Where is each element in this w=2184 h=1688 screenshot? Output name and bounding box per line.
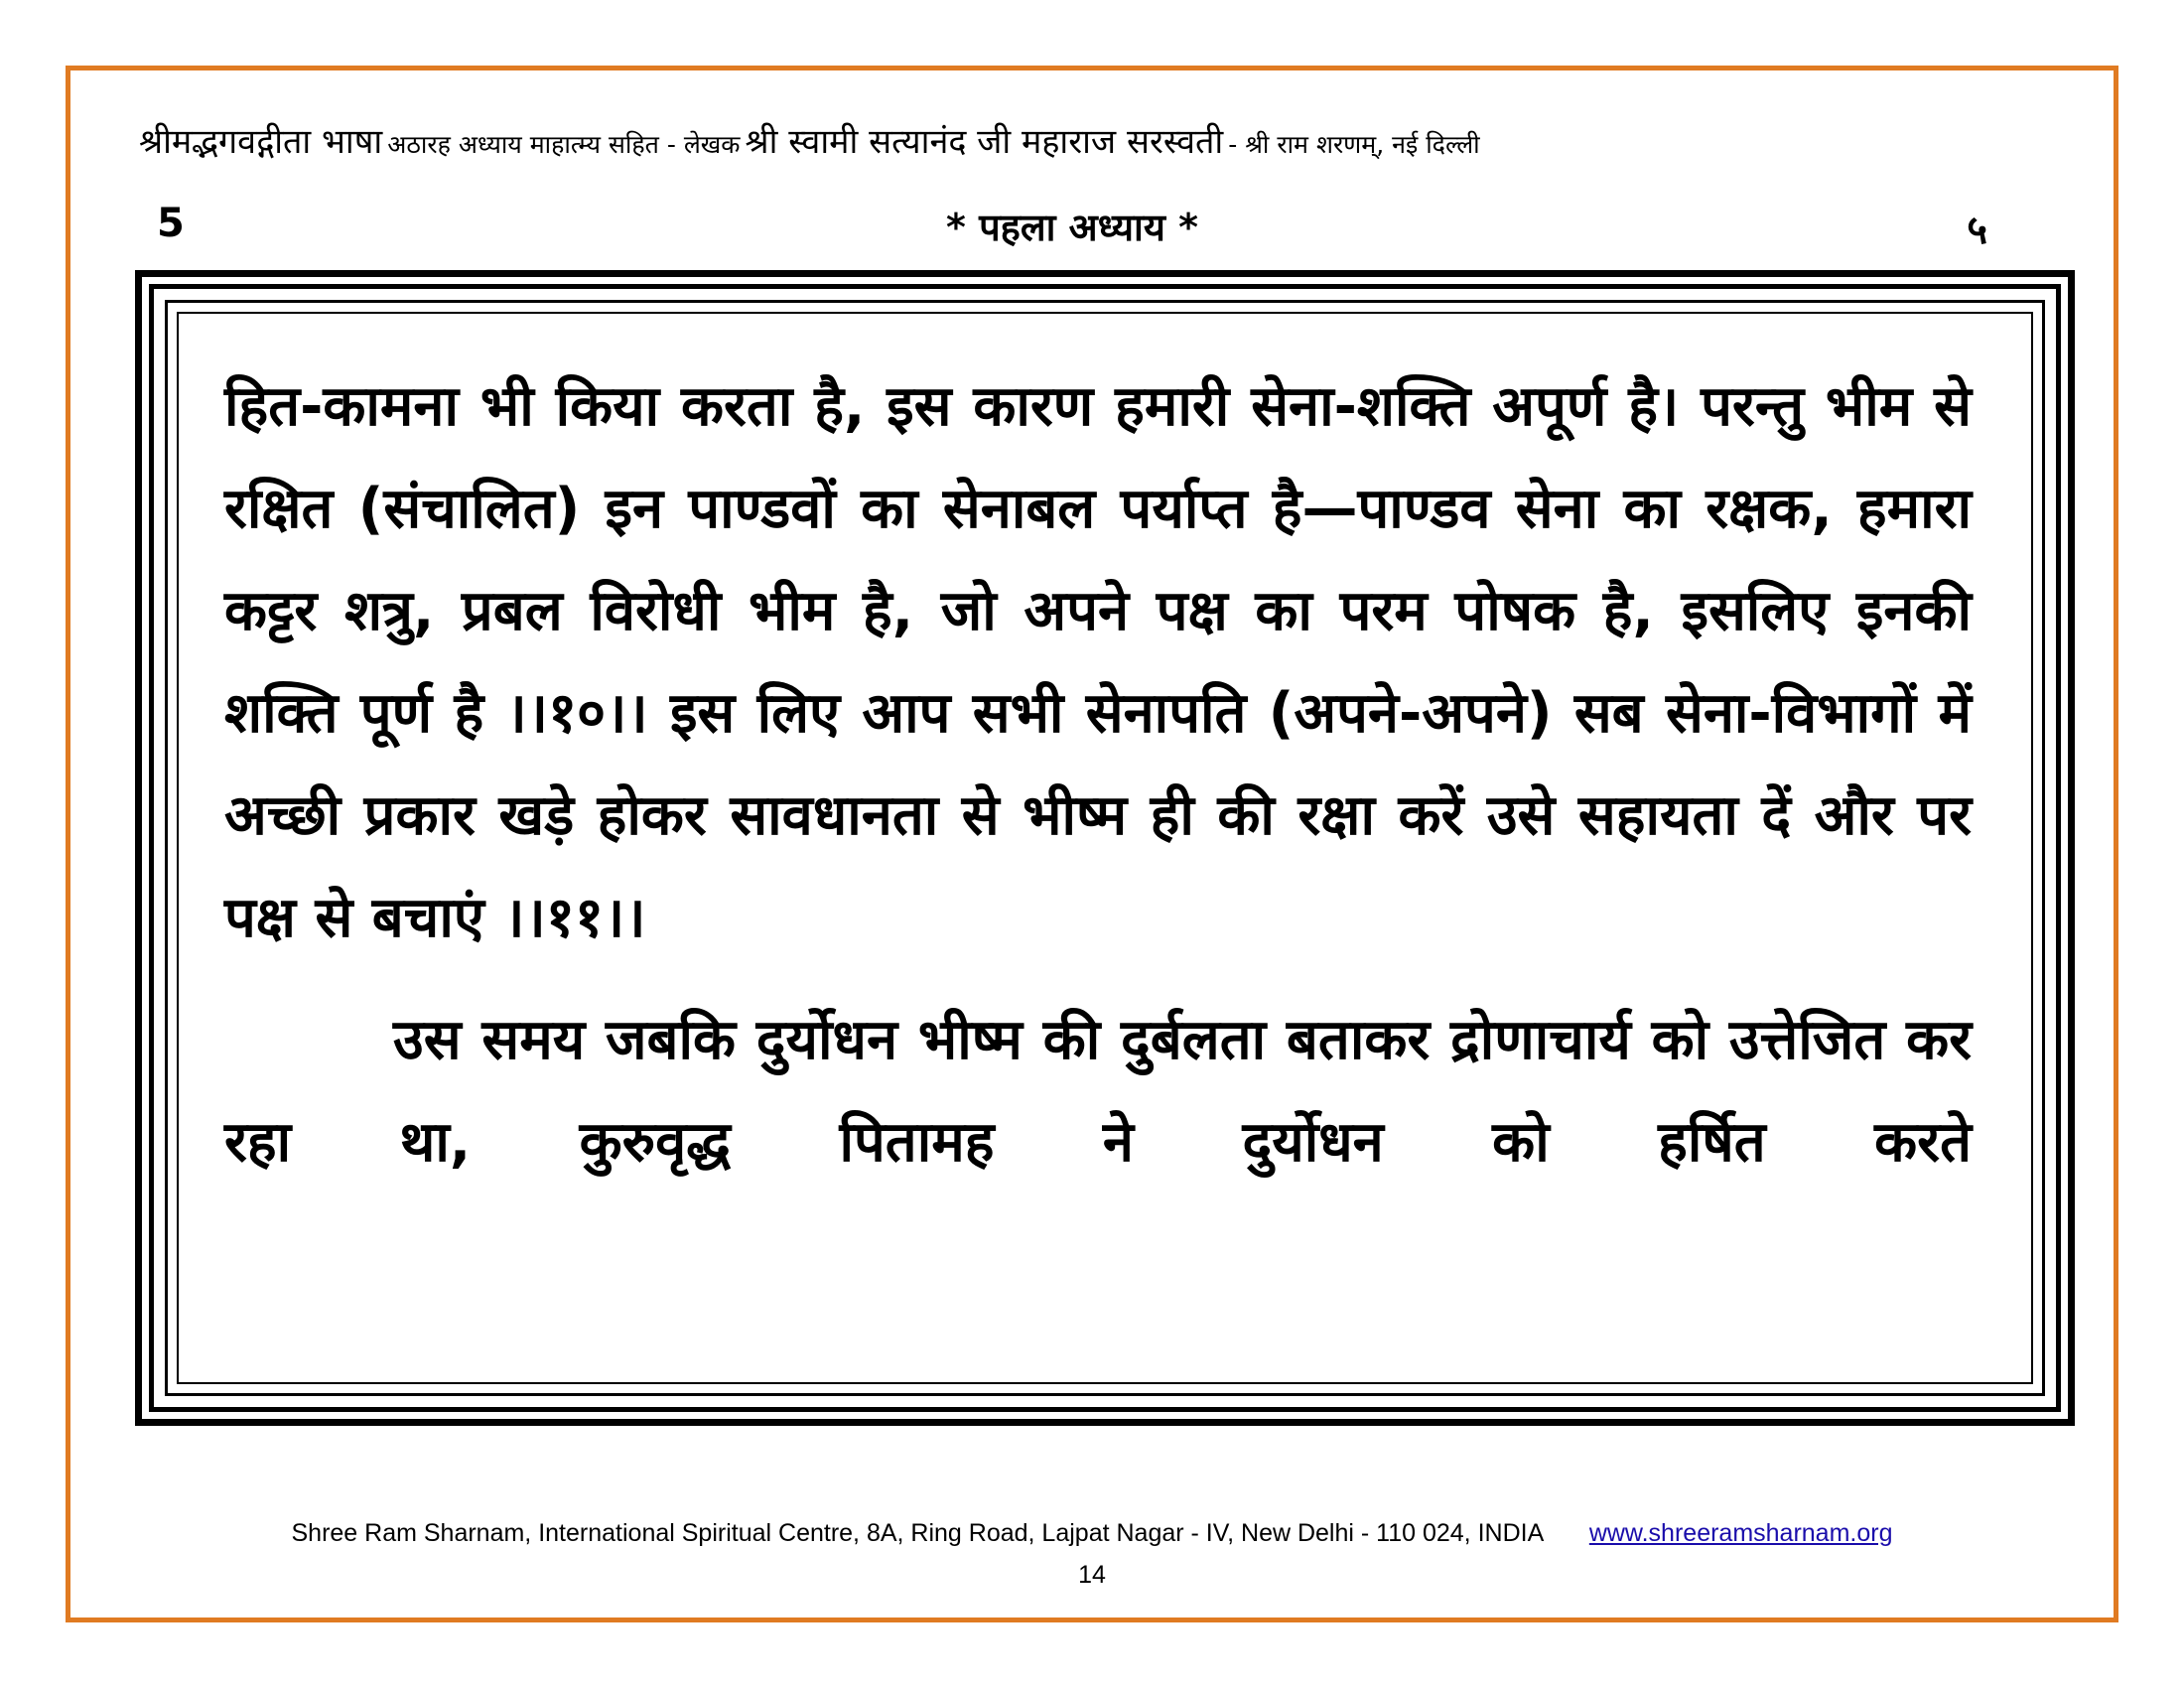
footer-page-number: 14 [1078, 1561, 1106, 1589]
website-link[interactable]: www.shreeramsharnam.org [1588, 1519, 1893, 1547]
paragraph: उस समय जबकि दुर्योधन भीष्म की दुर्बलता बताकर द्रोणाचार्य को उत्तेजित कर रहा था, कुरुवृद्ध पितामह ने दुर्योधन को हर्षित करते [224, 1008, 1972, 1175]
page-number-devanagari: ५ [1967, 208, 1987, 253]
footer-address: Shree Ram Sharnam, International Spiritual Centre, 8A, Ring Road, Lajpat Nagar - IV, New Delhi - 110 024, INDIA [291, 1519, 1543, 1547]
footer [0, 1519, 2184, 1548]
body-text [224, 355, 1972, 1194]
book-subtitle: अठारह अध्याय माहात्म्य सहित - लेखक [387, 130, 741, 159]
publisher-name: - श्री राम शरणम्, नई दिल्ली [1228, 130, 1480, 159]
book-title: श्रीमद्भगवद्गीता भाषा [139, 122, 383, 162]
page-number-arabic: 5 [157, 201, 185, 246]
author-name: श्री स्वामी सत्यानंद जी महाराज सरस्वती [745, 122, 1224, 162]
paragraph: हित-कामना भी किया करता है, इस कारण हमारी सेना-शक्ति अपूर्ण है। परन्तु भीम से रक्षित (संचालित) इन पाण्डवों का सेनाबल पर्याप्त है—पाण्डव सेना का रक्षक, हमारा कट्टर शत्रु, प्रबल विरोधी भीम है, जो अपने पक्ष का परम पोषक है, इसलिए इनकी शक्ति पूर्ण है ।।१०।। इस लिए आप सभी सेनापति (अपने-अपने) सब सेना-विभागों में अच्छी प्रकार खड़े होकर सावधानता से भीष्म ही की रक्षा करें उसे सहायता दें और पर पक्ष से बचाएं ।।११।। [224, 374, 1972, 950]
chapter-heading-row [139, 197, 2005, 256]
chapter-title: * पहला अध्याय * [945, 206, 1199, 249]
running-header [139, 117, 2075, 173]
